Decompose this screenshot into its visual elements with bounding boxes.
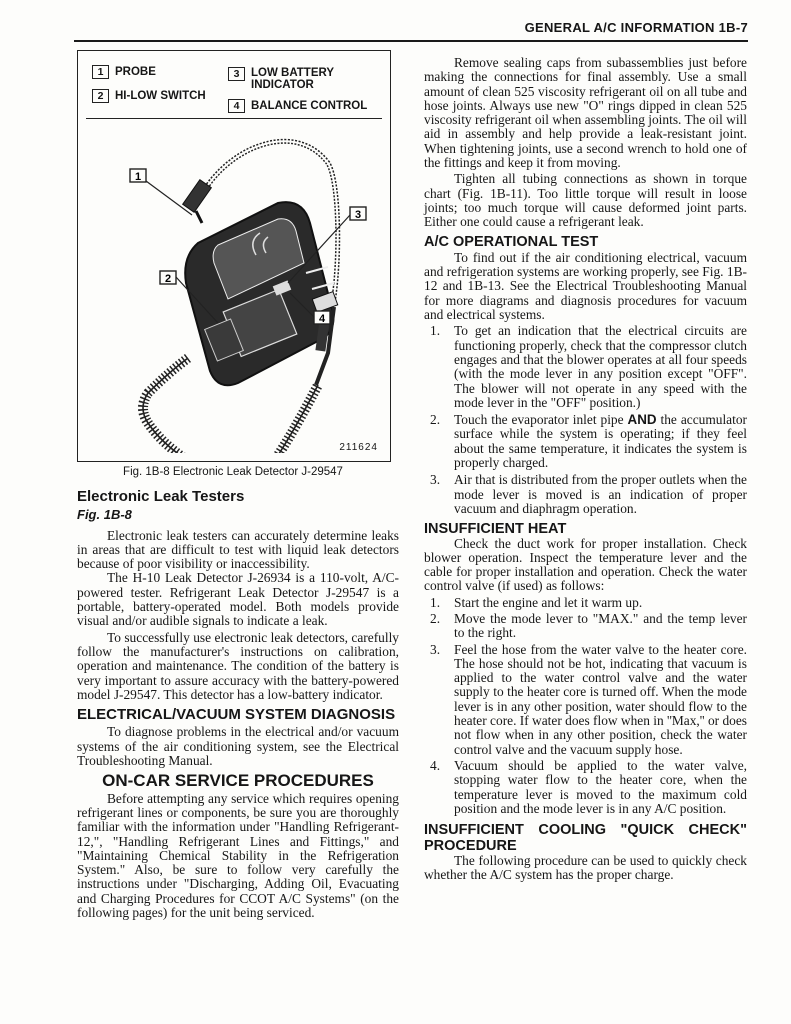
legend-item-probe: 1 PROBE bbox=[92, 65, 156, 79]
paragraph: Electronic leak testers can accurately determine leaks in areas that are difficult to test with liquid leak detectors because of poor visibility or inaccessibility. bbox=[77, 527, 399, 572]
paragraph: Check the duct work for proper installation. Check blower operation. Inspect the temperature lever and the cable for proper installation and operation. Check the water control valve (if used) as follows: bbox=[424, 535, 747, 594]
paragraph: To successfully use electronic leak detectors, carefully follow the manufacturer's instructions on calibration, operation and maintenance. The condition of the battery is very important to assure accuracy with the battery-powered model J-29547. This detector has a low-battery indicator. bbox=[77, 629, 399, 702]
paragraph: Tighten all tubing connections as shown in torque chart (Fig. 1B-11). Too little torque will result in loose joints; too much torque will cause deformed joint parts. Either one could cause a refrigerant leak. bbox=[424, 171, 747, 230]
leak-detector-illustration bbox=[78, 123, 388, 453]
svg-text:1: 1 bbox=[134, 171, 142, 183]
heading-insufficient-heat: INSUFFICIENT HEAT bbox=[424, 521, 567, 538]
probe-icon bbox=[183, 180, 212, 223]
heading-insufficient-cooling: INSUFFICIENT COOLING "QUICK CHECK" PROCEDURE bbox=[424, 822, 747, 855]
insufficient-heat-list bbox=[424, 596, 747, 816]
list-item: 3. Air that is distributed from the proper outlets when the mode lever is moved is an indication of proper vacuum and diaphragm operation. bbox=[430, 472, 747, 516]
paragraph: The H-10 Leak Detector J-26934 is a 110-volt, A/C-powered tester. Refrigerant Leak Detector J-29547 is a portable, battery-operated model. Both models provide visual and/or audible signals to indicate a leak. bbox=[77, 570, 399, 629]
figure-leak-detector bbox=[77, 50, 391, 462]
list-item: 2. Touch the evaporator inlet pipe AND the accumulator surface while the system is operating; if they feel about the same temperature, it indicates the system is properly charged. bbox=[430, 412, 747, 471]
legend-divider bbox=[86, 118, 382, 119]
paragraph: Before attempting any service which requires opening refrigerant lines or components, be sure you are thoroughly familiar with the information under "Handling Refrigerant-12,", "Handling Refrigerant Lines and Fittings," and "Maintaining Chemical Stability in the Refrigeration System." Also, be sure to follow very carefully the instructions under "Discharging, Adding Oil, Evacuating and Charging Procedures for CCOT A/C Systems" (on the following pages) for the unit being serviced. bbox=[77, 790, 399, 921]
list-item: 3. Feel the hose from the water valve to the heater core. The hose should not be hot, indicating that vacuum is applied to the water control valve and the water supply to the heater core is turned off. When the mode lever is in any other position, water should flow to the heater core. If water does flow when in ''Max,'' or does not flow when in any other position, check the water control valve and the vacuum supply hose. bbox=[430, 641, 747, 757]
figure-caption: Fig. 1B-8 Electronic Leak Detector J-29547 bbox=[123, 466, 343, 478]
left-column bbox=[77, 490, 399, 920]
paragraph: To find out if the air conditioning electrical, vacuum and refrigeration systems are working properly, see Fig. 1B-12 and 1B-13. See the Electrical Troubleshooting Manual for more diagrams and diagnosis procedures for vacuum and electrical systems. bbox=[424, 249, 747, 323]
legend-item-hi-low-switch: 2 HI-LOW SWITCH bbox=[92, 89, 206, 103]
paragraph: To diagnose problems in the electrical and/or vacuum systems of the air conditioning system, see the Electrical Troubleshooting Manual. bbox=[77, 724, 399, 769]
svg-text:4: 4 bbox=[318, 313, 326, 325]
svg-text:3: 3 bbox=[354, 209, 362, 221]
heading-operational-test: A/C OPERATIONAL TEST bbox=[424, 233, 599, 250]
legend-item-low-battery: 3 LOW BATTERY INDICATOR bbox=[228, 67, 378, 91]
list-item: 4. Vacuum should be applied to the water valve, stopping water flow to the heater core, when the temperature lever is moved to the maximum cold position and the mode lever is in any A/C position. bbox=[430, 757, 747, 816]
legend-item-balance-control: 4 BALANCE CONTROL bbox=[228, 99, 367, 113]
header-title: GENERAL A/C INFORMATION 1B-7 bbox=[524, 20, 748, 35]
heading-on-car-service: ON-CAR SERVICE PROCEDURES bbox=[102, 771, 374, 791]
heading-electronic-leak-testers: Electronic Leak Testers bbox=[77, 488, 245, 505]
right-column bbox=[424, 56, 747, 883]
paragraph: The following procedure can be used to quickly check whether the A/C system has the proper charge. bbox=[424, 853, 747, 883]
list-item: 1. Start the engine and let it warm up. bbox=[430, 594, 643, 610]
page-header bbox=[74, 20, 748, 42]
list-item: 2. Move the mode lever to "MAX." and the temp lever to the right. bbox=[430, 610, 747, 641]
svg-text:2: 2 bbox=[164, 273, 172, 285]
operational-test-list bbox=[424, 324, 747, 516]
fig-reference: Fig. 1B-8 bbox=[77, 507, 132, 523]
list-item: 1. To get an indication that the electrical circuits are functioning properly, check that the compressor clutch engages and that the blower operates at all four speeds (with the mode lever in any position except "OFF". The blower will not operate in any speed with the mode lever in the "OFF" position.) bbox=[430, 323, 747, 410]
paragraph: Remove sealing caps from subassemblies just before making the connections for final assembly. Use a small amount of clean 525 viscosity refrigerant oil on all tube and hose joints. Always use new "O" rings dipped in clean 525 viscosity refrigerant oil when assembling joints. The oil will aid in assembly and help provide a leak-resistant joint. When tightening joints, use a second wrench to hold one of the fittings and keep it from moving. bbox=[424, 55, 747, 171]
heading-electrical-vacuum: ELECTRICAL/VACUUM SYSTEM DIAGNOSIS bbox=[77, 706, 396, 724]
figure-number: 211624 bbox=[339, 442, 378, 453]
callout-1 bbox=[130, 169, 192, 215]
detector-body-icon bbox=[185, 202, 338, 385]
